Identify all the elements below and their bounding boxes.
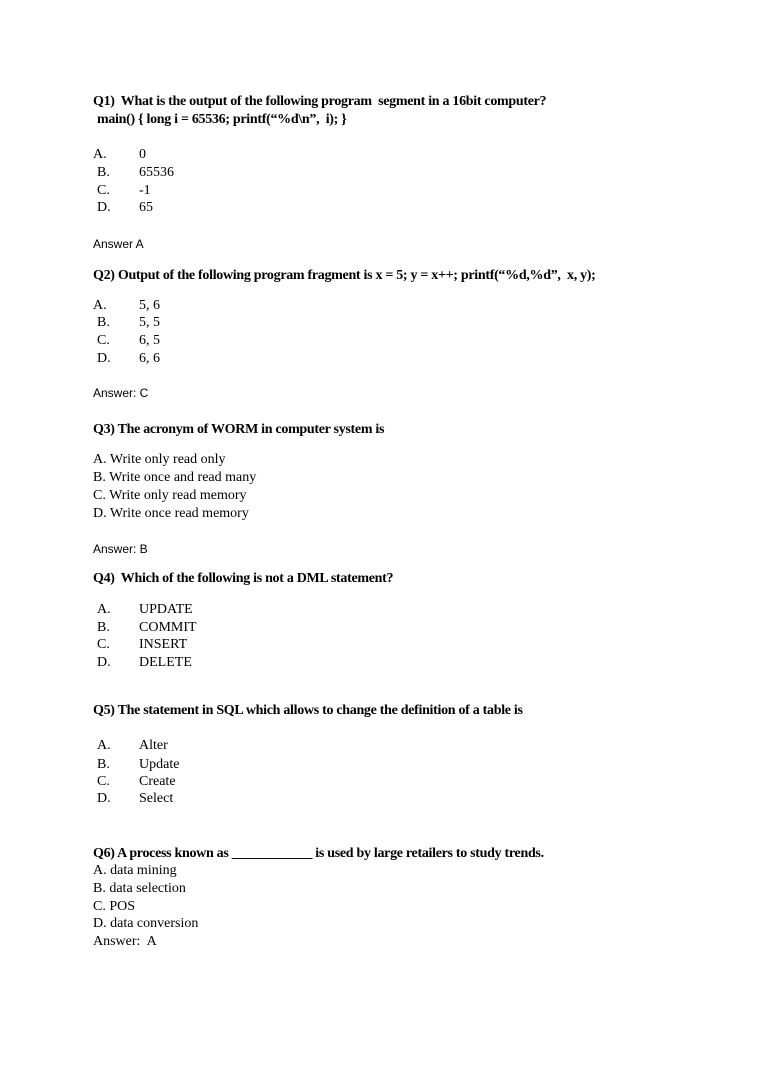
q5-option-c-letter: C.	[97, 774, 110, 789]
q2-option-b-letter: B.	[97, 315, 110, 330]
q6-option-c: C. POS	[93, 899, 136, 914]
q2-option-b-text: 5, 5	[139, 315, 160, 330]
q5-option-c-text: Create	[139, 774, 176, 789]
q2-question: Q2) Output of the following program fragment is x = 5; y = x++; printf(“%d,%d”, x, y);	[93, 268, 596, 283]
q3-option-b: B. Write once and read many	[93, 470, 257, 485]
q6-answer: Answer: A	[93, 934, 157, 949]
q4-question: Q4) Which of the following is not a DML statement?	[93, 571, 394, 586]
q4-option-c-letter: C.	[97, 637, 110, 652]
q5-option-a-text: Alter	[139, 738, 168, 753]
q3-option-a: A. Write only read only	[93, 452, 226, 467]
q2-option-d-letter: D.	[97, 351, 111, 366]
q1-option-b-letter: B.	[97, 165, 110, 180]
q1-answer: Answer A	[93, 237, 144, 251]
q4-option-a-text: UPDATE	[139, 602, 193, 617]
q1-option-d-letter: D.	[97, 200, 111, 215]
q2-answer: Answer: C	[93, 386, 149, 400]
q6-option-b: B. data selection	[93, 881, 186, 896]
q1-code: main() { long i = 65536; printf(“%d\n”, i); }	[97, 112, 347, 127]
q5-option-b-letter: B.	[97, 757, 110, 772]
q1-option-b-text: 65536	[139, 165, 174, 180]
q2-option-a-text: 5, 6	[139, 298, 160, 313]
q2-option-d-text: 6, 6	[139, 351, 160, 366]
q3-question: Q3) The acronym of WORM in computer system is	[93, 422, 385, 437]
q5-option-a-letter: A.	[97, 738, 111, 753]
q4-option-a-letter: A.	[97, 602, 111, 617]
q5-option-d-letter: D.	[97, 791, 111, 806]
q2-option-c-letter: C.	[97, 333, 110, 348]
q4-option-b-letter: B.	[97, 620, 110, 635]
q4-option-d-text: DELETE	[139, 655, 192, 670]
q6-option-a: A. data mining	[93, 863, 177, 878]
q4-option-b-text: COMMIT	[139, 620, 197, 635]
q2-option-c-text: 6, 5	[139, 333, 160, 348]
q2-option-a-letter: A.	[93, 298, 107, 313]
q1-option-c-text: -1	[139, 183, 151, 198]
q3-option-d: D. Write once read memory	[93, 506, 249, 521]
q6-question: Q6) A process known as ____________ is used by large retailers to study trends.	[93, 846, 544, 861]
q6-option-d: D. data conversion	[93, 916, 199, 931]
q4-option-c-text: INSERT	[139, 637, 188, 652]
q4-option-d-letter: D.	[97, 655, 111, 670]
q1-option-a-text: 0	[139, 147, 146, 162]
q1-option-c-letter: C.	[97, 183, 110, 198]
q5-option-b-text: Update	[139, 757, 180, 772]
q1-option-a-letter: A.	[93, 147, 107, 162]
q3-answer: Answer: B	[93, 542, 148, 556]
q5-option-d-text: Select	[139, 791, 174, 806]
q3-option-c: C. Write only read memory	[93, 488, 247, 503]
q1-option-d-text: 65	[139, 200, 153, 215]
q5-question: Q5) The statement in SQL which allows to change the definition of a table is	[93, 703, 523, 718]
q1-question: Q1) What is the output of the following program segment in a 16bit computer?	[93, 94, 547, 109]
